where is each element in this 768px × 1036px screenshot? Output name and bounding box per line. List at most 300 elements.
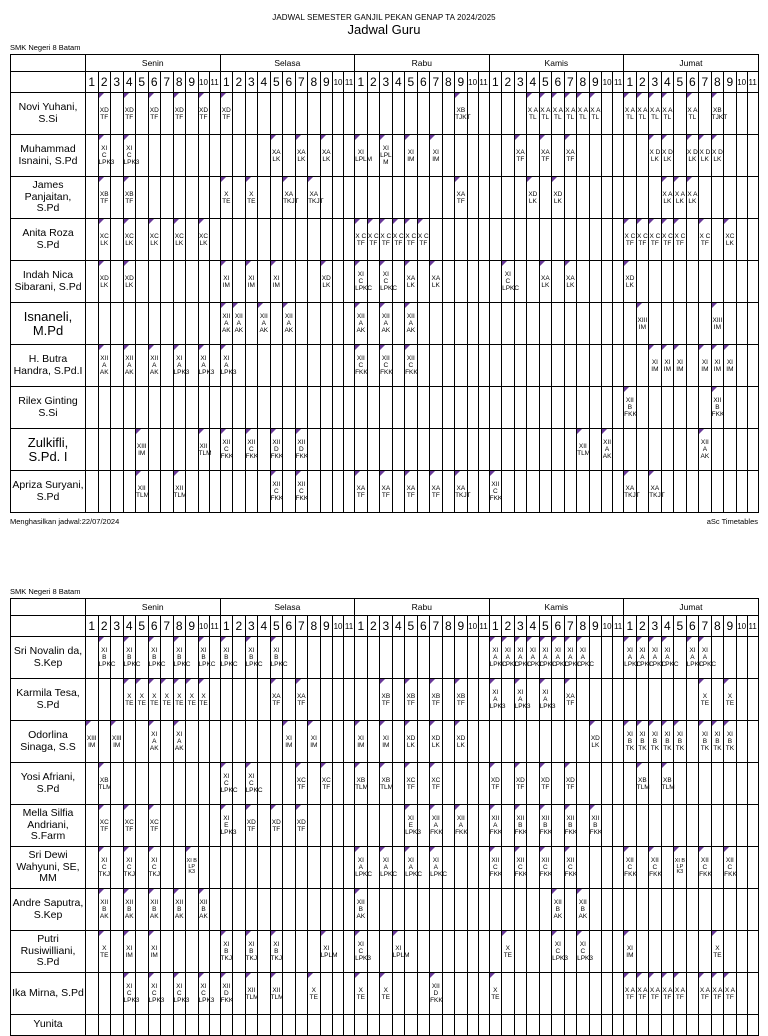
lesson-cell bbox=[333, 135, 344, 177]
lesson-cell: XII A AK bbox=[355, 303, 368, 345]
lesson-cell bbox=[233, 889, 246, 931]
lesson-cell bbox=[478, 429, 489, 471]
lesson-cell bbox=[489, 177, 502, 219]
lesson-cell bbox=[442, 345, 455, 387]
lesson-cell bbox=[295, 219, 308, 261]
lesson-cell bbox=[539, 973, 552, 1015]
lesson-cell bbox=[355, 637, 368, 679]
lesson-cell bbox=[674, 1015, 687, 1036]
lesson-cell: XI B TK bbox=[711, 721, 724, 763]
period-number: 9 bbox=[455, 72, 468, 93]
lesson-cell bbox=[308, 889, 321, 931]
lesson-cell bbox=[111, 93, 124, 135]
lesson-cell bbox=[478, 637, 489, 679]
lesson-cell bbox=[198, 1015, 209, 1036]
lesson-cell: XII B FKK bbox=[514, 805, 527, 847]
lesson-cell bbox=[624, 429, 637, 471]
lesson-cell bbox=[136, 973, 149, 1015]
lesson-cell bbox=[333, 345, 344, 387]
lesson-cell bbox=[747, 679, 758, 721]
lesson-cell bbox=[308, 637, 321, 679]
lesson-cell bbox=[258, 471, 271, 513]
lesson-cell bbox=[711, 471, 724, 513]
period-number: 3 bbox=[245, 616, 258, 637]
lesson-cell bbox=[711, 177, 724, 219]
lesson-cell bbox=[442, 177, 455, 219]
lesson-cell bbox=[380, 387, 393, 429]
lesson-cell bbox=[489, 387, 502, 429]
period-number: 4 bbox=[392, 616, 405, 637]
lesson-cell bbox=[367, 637, 380, 679]
lesson-cell bbox=[502, 303, 515, 345]
lesson-cell bbox=[320, 177, 333, 219]
lesson-cell bbox=[86, 345, 99, 387]
period-number: 8 bbox=[173, 72, 186, 93]
lesson-cell bbox=[478, 177, 489, 219]
lesson-cell: XD LK bbox=[320, 261, 333, 303]
lesson-cell bbox=[308, 679, 321, 721]
lesson-cell bbox=[539, 721, 552, 763]
lesson-cell bbox=[736, 93, 747, 135]
lesson-cell bbox=[736, 1015, 747, 1036]
lesson-cell bbox=[489, 889, 502, 931]
lesson-cell bbox=[186, 805, 199, 847]
lesson-cell bbox=[514, 177, 527, 219]
lesson-cell bbox=[747, 303, 758, 345]
period-number: 6 bbox=[686, 616, 699, 637]
lesson-cell bbox=[367, 679, 380, 721]
lesson-cell bbox=[136, 763, 149, 805]
lesson-cell bbox=[674, 763, 687, 805]
lesson-cell bbox=[624, 1015, 637, 1036]
lesson-cell: XI B LPKC bbox=[270, 637, 283, 679]
lesson-cell bbox=[489, 1015, 502, 1036]
lesson-cell: XI A LPKC bbox=[686, 637, 699, 679]
lesson-cell bbox=[333, 763, 344, 805]
lesson-cell bbox=[724, 303, 737, 345]
lesson-cell bbox=[344, 135, 355, 177]
lesson-cell bbox=[258, 387, 271, 429]
lesson-cell bbox=[333, 637, 344, 679]
lesson-cell bbox=[86, 219, 99, 261]
period-number: 3 bbox=[649, 72, 662, 93]
lesson-cell: XI C LPKC bbox=[502, 261, 515, 303]
lesson-cell bbox=[502, 345, 515, 387]
teacher-name: Andre Saputra, S.Kep bbox=[11, 889, 86, 931]
lesson-cell: XII C FKK bbox=[699, 847, 712, 889]
lesson-cell bbox=[613, 889, 624, 931]
lesson-cell bbox=[417, 1015, 430, 1036]
lesson-cell bbox=[467, 805, 478, 847]
lesson-cell: XA LK bbox=[539, 261, 552, 303]
lesson-cell bbox=[674, 261, 687, 303]
lesson-cell bbox=[602, 931, 613, 973]
lesson-cell bbox=[245, 219, 258, 261]
lesson-cell: X C TF bbox=[405, 219, 418, 261]
teacher-row bbox=[11, 387, 759, 429]
lesson-cell bbox=[613, 471, 624, 513]
period-number: 3 bbox=[380, 616, 393, 637]
lesson-cell bbox=[455, 303, 468, 345]
lesson-cell bbox=[552, 135, 565, 177]
lesson-cell bbox=[711, 1015, 724, 1036]
lesson-cell bbox=[577, 303, 590, 345]
period-number: 3 bbox=[514, 616, 527, 637]
lesson-cell: XI IM bbox=[245, 261, 258, 303]
lesson-cell: XII C FKK bbox=[539, 847, 552, 889]
lesson-cell bbox=[209, 261, 220, 303]
lesson-cell bbox=[442, 303, 455, 345]
lesson-cell bbox=[283, 637, 296, 679]
lesson-cell bbox=[686, 805, 699, 847]
lesson-cell: XI C LPK3 bbox=[552, 931, 565, 973]
lesson-cell bbox=[344, 303, 355, 345]
lesson-cell bbox=[367, 177, 380, 219]
lesson-cell bbox=[442, 931, 455, 973]
lesson-cell bbox=[747, 763, 758, 805]
lesson-cell: XII C FKK bbox=[405, 345, 418, 387]
lesson-cell: XA TKJT bbox=[308, 177, 321, 219]
lesson-cell bbox=[417, 261, 430, 303]
lesson-cell bbox=[308, 931, 321, 973]
lesson-cell bbox=[430, 219, 443, 261]
lesson-cell: XI C LPK3 bbox=[173, 973, 186, 1015]
lesson-cell bbox=[258, 679, 271, 721]
lesson-cell bbox=[417, 177, 430, 219]
lesson-cell bbox=[442, 1015, 455, 1036]
lesson-cell: XII B FKK bbox=[624, 387, 637, 429]
period-number: 10 bbox=[198, 72, 209, 93]
lesson-cell bbox=[589, 345, 602, 387]
lesson-cell bbox=[602, 345, 613, 387]
period-number: 4 bbox=[258, 72, 271, 93]
lesson-cell bbox=[220, 1015, 233, 1036]
lesson-cell: X A TL bbox=[527, 93, 540, 135]
period-number: 10 bbox=[467, 616, 478, 637]
lesson-cell bbox=[711, 805, 724, 847]
lesson-cell bbox=[233, 135, 246, 177]
lesson-cell bbox=[392, 471, 405, 513]
lesson-cell: XD LK bbox=[527, 177, 540, 219]
day-header: Jumat bbox=[624, 599, 759, 616]
teacher-row bbox=[11, 303, 759, 345]
lesson-cell: XI C TKJ bbox=[148, 847, 161, 889]
lesson-cell bbox=[724, 763, 737, 805]
schedule-title: Jadwal Guru bbox=[347, 22, 421, 37]
lesson-cell bbox=[514, 973, 527, 1015]
lesson-cell bbox=[602, 1015, 613, 1036]
lesson-cell bbox=[711, 889, 724, 931]
lesson-cell bbox=[636, 177, 649, 219]
lesson-cell: XI A LPK3 bbox=[489, 679, 502, 721]
lesson-cell bbox=[198, 387, 209, 429]
lesson-cell bbox=[295, 1015, 308, 1036]
lesson-cell bbox=[136, 1015, 149, 1036]
lesson-cell bbox=[577, 805, 590, 847]
lesson-cell: XI IM bbox=[661, 345, 674, 387]
lesson-cell: XI A LPKC bbox=[514, 637, 527, 679]
lesson-cell: XII B FKK bbox=[589, 805, 602, 847]
lesson-cell bbox=[245, 135, 258, 177]
lesson-cell bbox=[392, 303, 405, 345]
lesson-cell bbox=[355, 177, 368, 219]
lesson-cell bbox=[467, 679, 478, 721]
lesson-cell bbox=[589, 303, 602, 345]
lesson-cell bbox=[258, 931, 271, 973]
lesson-cell bbox=[564, 303, 577, 345]
lesson-cell bbox=[442, 847, 455, 889]
teacher-row bbox=[11, 679, 759, 721]
day-header: Rabu bbox=[355, 55, 490, 72]
lesson-cell bbox=[344, 219, 355, 261]
lesson-cell bbox=[283, 429, 296, 471]
lesson-cell bbox=[258, 177, 271, 219]
lesson-cell bbox=[552, 805, 565, 847]
lesson-cell bbox=[86, 177, 99, 219]
teacher-row bbox=[11, 135, 759, 177]
lesson-cell bbox=[539, 219, 552, 261]
lesson-cell bbox=[392, 177, 405, 219]
lesson-cell: XI B TK bbox=[674, 721, 687, 763]
lesson-cell bbox=[283, 889, 296, 931]
lesson-cell bbox=[747, 429, 758, 471]
lesson-cell: XC TF bbox=[295, 763, 308, 805]
lesson-cell: XI IM bbox=[283, 721, 296, 763]
lesson-cell bbox=[514, 93, 527, 135]
lesson-cell bbox=[417, 721, 430, 763]
lesson-cell bbox=[686, 429, 699, 471]
lesson-cell bbox=[245, 303, 258, 345]
lesson-cell bbox=[478, 93, 489, 135]
period-number: 7 bbox=[295, 616, 308, 637]
lesson-cell bbox=[392, 637, 405, 679]
lesson-cell bbox=[283, 847, 296, 889]
lesson-cell bbox=[514, 219, 527, 261]
lesson-cell bbox=[220, 889, 233, 931]
lesson-cell bbox=[489, 931, 502, 973]
lesson-cell: XD LK bbox=[552, 177, 565, 219]
lesson-cell bbox=[320, 679, 333, 721]
lesson-cell bbox=[478, 973, 489, 1015]
school-name: SMK Negeri 8 Batam bbox=[10, 587, 81, 596]
lesson-cell bbox=[98, 471, 111, 513]
lesson-cell bbox=[186, 177, 199, 219]
lesson-cell bbox=[674, 637, 687, 679]
period-number: 11 bbox=[209, 616, 220, 637]
lesson-cell bbox=[589, 889, 602, 931]
lesson-cell bbox=[564, 219, 577, 261]
lesson-cell: X C TF bbox=[380, 219, 393, 261]
teacher-name: Yosi Afriani, S.Pd bbox=[11, 763, 86, 805]
lesson-cell: X A TF bbox=[674, 973, 687, 1015]
lesson-cell bbox=[392, 261, 405, 303]
period-number: 6 bbox=[283, 616, 296, 637]
lesson-cell bbox=[173, 429, 186, 471]
lesson-cell bbox=[161, 387, 174, 429]
lesson-cell bbox=[602, 177, 613, 219]
lesson-cell: XII A AK bbox=[233, 303, 246, 345]
lesson-cell bbox=[736, 135, 747, 177]
lesson-cell: XI IM bbox=[699, 345, 712, 387]
lesson-cell bbox=[111, 177, 124, 219]
lesson-cell bbox=[724, 931, 737, 973]
period-number: 8 bbox=[442, 616, 455, 637]
lesson-cell bbox=[320, 637, 333, 679]
lesson-cell bbox=[136, 637, 149, 679]
period-number: 3 bbox=[111, 616, 124, 637]
lesson-cell: XD TF bbox=[198, 93, 209, 135]
lesson-cell bbox=[270, 345, 283, 387]
lesson-cell bbox=[699, 763, 712, 805]
period-number: 4 bbox=[123, 616, 136, 637]
lesson-cell: XI A LPKC bbox=[636, 637, 649, 679]
lesson-cell bbox=[514, 345, 527, 387]
lesson-cell bbox=[258, 345, 271, 387]
lesson-cell: XI A LPKC bbox=[405, 847, 418, 889]
teacher-name: Zulkifli, S.Pd. I bbox=[11, 429, 86, 471]
lesson-cell: XIII IM bbox=[636, 303, 649, 345]
lesson-cell bbox=[613, 931, 624, 973]
lesson-cell bbox=[686, 345, 699, 387]
lesson-cell: XII A AK bbox=[123, 345, 136, 387]
lesson-cell bbox=[602, 679, 613, 721]
lesson-cell bbox=[186, 1015, 199, 1036]
lesson-cell: XA LK bbox=[270, 135, 283, 177]
lesson-cell bbox=[209, 637, 220, 679]
lesson-cell bbox=[502, 847, 515, 889]
lesson-cell bbox=[539, 303, 552, 345]
period-number: 5 bbox=[405, 616, 418, 637]
period-number: 10 bbox=[467, 72, 478, 93]
lesson-cell bbox=[527, 261, 540, 303]
lesson-cell bbox=[405, 973, 418, 1015]
lesson-cell: X TE bbox=[136, 679, 149, 721]
lesson-cell bbox=[430, 889, 443, 931]
period-number: 3 bbox=[380, 72, 393, 93]
lesson-cell bbox=[283, 219, 296, 261]
period-number: 7 bbox=[564, 616, 577, 637]
lesson-cell bbox=[161, 135, 174, 177]
lesson-cell bbox=[430, 931, 443, 973]
lesson-cell bbox=[233, 387, 246, 429]
corner-cell bbox=[11, 616, 86, 637]
lesson-cell: X TE bbox=[173, 679, 186, 721]
lesson-cell bbox=[367, 931, 380, 973]
lesson-cell: XI B LPKC bbox=[220, 637, 233, 679]
lesson-cell: XI B LPKC bbox=[245, 637, 258, 679]
lesson-cell bbox=[564, 387, 577, 429]
lesson-cell bbox=[148, 471, 161, 513]
period-number: 5 bbox=[539, 72, 552, 93]
lesson-cell: XII TLM bbox=[577, 429, 590, 471]
lesson-cell: X TE bbox=[711, 931, 724, 973]
teacher-row bbox=[11, 763, 759, 805]
lesson-cell bbox=[552, 219, 565, 261]
corner-cell bbox=[11, 55, 86, 72]
lesson-cell: XIII IM bbox=[136, 429, 149, 471]
lesson-cell bbox=[455, 345, 468, 387]
lesson-cell: XII TLM bbox=[173, 471, 186, 513]
lesson-cell bbox=[514, 303, 527, 345]
period-number: 7 bbox=[430, 72, 443, 93]
lesson-cell bbox=[442, 429, 455, 471]
lesson-cell bbox=[736, 805, 747, 847]
lesson-cell bbox=[148, 135, 161, 177]
lesson-cell bbox=[98, 973, 111, 1015]
lesson-cell bbox=[283, 345, 296, 387]
lesson-cell bbox=[661, 429, 674, 471]
lesson-cell bbox=[320, 721, 333, 763]
lesson-cell: XII TLM bbox=[270, 973, 283, 1015]
lesson-cell bbox=[98, 721, 111, 763]
lesson-cell bbox=[333, 177, 344, 219]
lesson-cell bbox=[344, 973, 355, 1015]
lesson-cell bbox=[136, 889, 149, 931]
lesson-cell bbox=[455, 847, 468, 889]
lesson-cell bbox=[367, 345, 380, 387]
lesson-cell: X TE bbox=[245, 177, 258, 219]
lesson-cell bbox=[527, 889, 540, 931]
lesson-cell bbox=[624, 889, 637, 931]
lesson-cell bbox=[552, 973, 565, 1015]
lesson-cell bbox=[123, 471, 136, 513]
lesson-cell bbox=[333, 931, 344, 973]
lesson-cell: XA TF bbox=[295, 679, 308, 721]
lesson-cell bbox=[502, 1015, 515, 1036]
lesson-cell bbox=[552, 471, 565, 513]
lesson-cell bbox=[636, 1015, 649, 1036]
lesson-cell: XA LK bbox=[320, 135, 333, 177]
lesson-cell bbox=[577, 177, 590, 219]
lesson-cell bbox=[308, 303, 321, 345]
lesson-cell bbox=[455, 429, 468, 471]
lesson-cell bbox=[111, 1015, 124, 1036]
lesson-cell bbox=[161, 889, 174, 931]
lesson-cell bbox=[613, 637, 624, 679]
lesson-cell bbox=[417, 429, 430, 471]
lesson-cell bbox=[283, 679, 296, 721]
period-number: 2 bbox=[367, 616, 380, 637]
lesson-cell: XI E LPK3 bbox=[220, 805, 233, 847]
lesson-cell: X A LK bbox=[661, 177, 674, 219]
lesson-cell bbox=[489, 429, 502, 471]
teacher-name: Ika Mirna, S.Pd bbox=[11, 973, 86, 1015]
lesson-cell bbox=[514, 261, 527, 303]
lesson-cell bbox=[258, 847, 271, 889]
lesson-cell bbox=[649, 889, 662, 931]
lesson-cell bbox=[123, 1015, 136, 1036]
lesson-cell bbox=[392, 429, 405, 471]
lesson-cell: XII A AK bbox=[220, 303, 233, 345]
lesson-cell bbox=[502, 429, 515, 471]
lesson-cell bbox=[186, 931, 199, 973]
lesson-cell: XI IM bbox=[430, 135, 443, 177]
lesson-cell bbox=[111, 889, 124, 931]
teacher-row bbox=[11, 847, 759, 889]
lesson-cell bbox=[417, 679, 430, 721]
lesson-cell bbox=[186, 93, 199, 135]
lesson-cell bbox=[355, 805, 368, 847]
lesson-cell bbox=[577, 679, 590, 721]
lesson-cell bbox=[344, 889, 355, 931]
period-number: 6 bbox=[148, 616, 161, 637]
lesson-cell bbox=[333, 1015, 344, 1036]
lesson-cell bbox=[552, 679, 565, 721]
lesson-cell: XD TF bbox=[98, 93, 111, 135]
lesson-cell: XI A LPK3 bbox=[539, 679, 552, 721]
lesson-cell bbox=[636, 345, 649, 387]
lesson-cell bbox=[367, 973, 380, 1015]
